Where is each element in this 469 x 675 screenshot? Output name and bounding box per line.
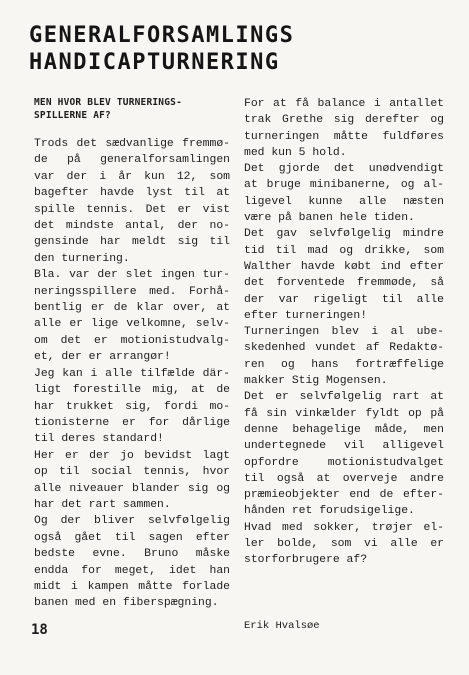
left-column [34,96,230,612]
paragraph [244,96,444,161]
text-line: har det rart sammen. [34,498,171,511]
text-line: For at få balance i antallet [244,98,444,110]
right-column-body [244,96,444,569]
paragraph [244,389,444,519]
text-line: Jeg kan i alle tilfælde där- [34,367,230,380]
paragraph [244,161,444,226]
text-line: at bruge minibanerne, og al- [244,179,444,192]
text-line: neringsspillere med. Forhå- [34,285,230,298]
text-line: den turnering. [34,252,130,265]
text-line: Det gjorde det unødvendigt [244,163,444,176]
paragraph [34,136,230,267]
paragraph [244,324,444,389]
subheading-line: SPILLERNE AF? [34,110,111,121]
title-line: GENERALFORSAMLINGS [29,23,295,48]
text-line: gensinde har meldt sig til [34,236,230,249]
text-line: med kun 5 hold. [244,146,347,159]
text-line: det forventede fremmøde, så [244,277,444,290]
subheading-line: MEN HVOR BLEV TURNERINGS- [34,97,182,108]
paragraph [34,366,230,448]
text-line: tionisterne er for dårlige [34,416,230,429]
text-line: endda for meget, idet han [34,564,230,577]
text-line: Her er der jo bevidst lagt [34,449,230,462]
text-line: var der i år kun 12, som [34,170,230,183]
text-line: banen med en fiberspægning. [34,597,219,610]
page-number: 18 [31,622,48,638]
paragraph [244,520,444,569]
text-line: ren og hans fortræffelige [244,358,444,371]
article-title [29,22,449,76]
text-line: de på generalforsamlingen [34,154,230,167]
text-line: spille tennis. Det er vist [34,203,230,216]
left-column-body [34,136,230,612]
text-line: alle er lige velkomne, selv- [34,318,230,331]
text-line: Turneringen blev i al ube- [244,326,444,339]
text-line: få sin vinkælder fyldt op på [244,407,444,420]
article-subheading [34,96,230,122]
text-line: undertegnede vil alligevel [244,440,444,453]
text-line: Trods det sædvanlige fremmø- [34,138,230,150]
text-line: om det er motionistudvalg- [34,334,230,347]
text-line: Det er selvfølgelig rart at [244,391,444,404]
paragraph [34,448,230,514]
text-line: Hvad med sokker, trøjer el- [244,521,444,534]
text-line: opfordre motionistudvalget [244,456,444,469]
text-line: makker Stig Mogensen. [244,375,388,388]
text-line: midt i kampen måtte forlade [34,580,230,593]
text-line: op til social tennis, hvor [34,466,230,479]
text-line: efter turneringen! [244,309,368,322]
text-line: Bla. var der slet ingen tur- [34,269,230,282]
text-line: et, der er arrangør! [34,351,171,364]
title-line: HANDICAPTURNERING [29,50,280,75]
text-line: bagefter havde lyst til at [34,187,230,200]
text-line: skedenhed vundet af Redaktø- [244,342,444,355]
text-line: til også at overveje andre [244,472,444,485]
text-line: har trukket sig, fordi mo- [34,400,230,413]
text-line: være på banen hele tiden. [244,212,415,225]
text-line: Det gav selvfølgelig mindre [244,228,444,241]
text-line: ligevel kunne alle næsten [244,195,444,208]
right-column [244,96,444,569]
text-line: ligt forestille mig, at de [34,384,230,397]
text-line: ler bolde, som vi alle er [244,538,444,551]
text-line: Og der bliver selvfølgelig [34,515,230,528]
text-line: bedste evne. Bruno måske [34,548,230,561]
paragraph [34,267,230,365]
text-line: hånden ret forudsigelige. [244,505,415,518]
text-line: trak Grethe sig derefter og [244,114,444,127]
text-line: storforbrugere af? [244,554,368,567]
text-line: præmieobjekter end de efter- [244,489,444,502]
text-line: denne behagelige måde, men [244,423,444,436]
text-line: alle niveauer blander sig og [34,482,230,495]
author-signature: Erik Hvalsøe [244,620,320,632]
text-line: tid til mad og drikke, som [244,244,444,257]
text-line: til deres standard! [34,433,164,446]
text-line: turneringen måtte fuldføres [244,130,444,143]
paragraph [34,513,230,611]
paragraph [244,226,444,324]
text-line: der var rigeligt til alle [244,293,444,306]
text-line: også gået til sagen efter [34,531,230,544]
text-line: Walther havde købt ind efter [244,260,444,273]
text-line: bentlig er de klar over, at [34,302,230,315]
text-line: det mindste antal, der no- [34,220,230,233]
